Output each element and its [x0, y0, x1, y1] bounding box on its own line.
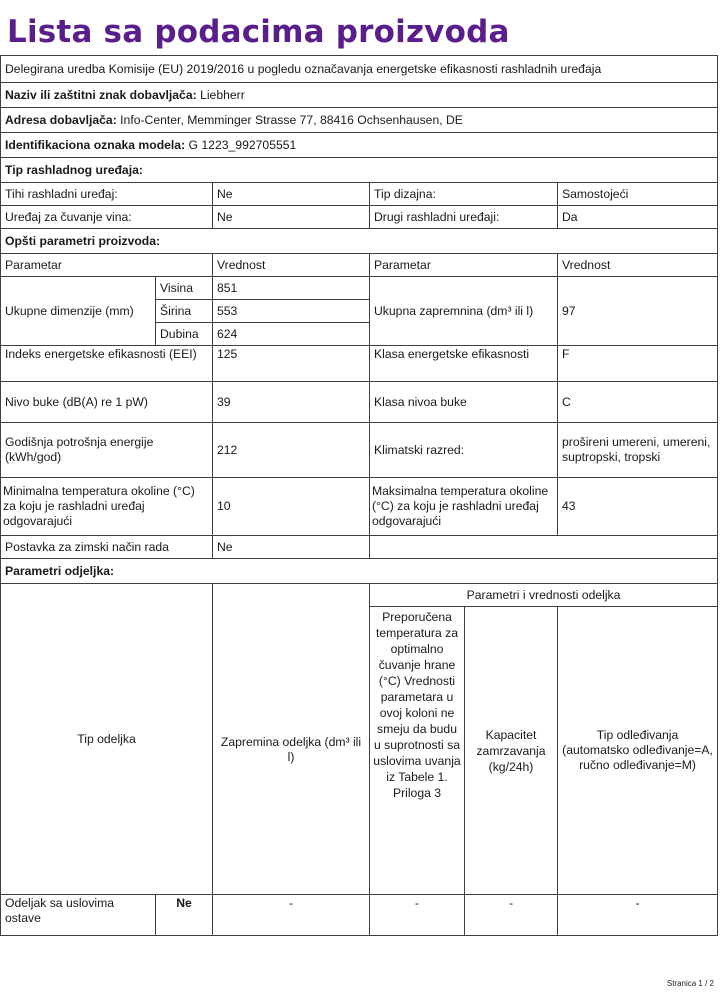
- winter-value: Ne: [213, 536, 370, 559]
- pantry-label: Odeljak sa uslovima ostave: [1, 895, 156, 936]
- dimensions-label: Ukupne dimenzije (mm): [1, 277, 156, 346]
- type-heading: Tip rashladnog uređaja:: [1, 158, 718, 183]
- type-row-2: [1, 206, 718, 229]
- page-number: Stranica 1 / 2: [666, 979, 714, 988]
- dim-height-label: Visina: [156, 277, 213, 300]
- silent-label: Tihi rashladni uređaj:: [1, 183, 213, 206]
- eei-label: Indeks energetske efikasnosti (EEI): [1, 346, 213, 382]
- pantry-present: Ne: [156, 895, 213, 936]
- dim-width-label: Širina: [156, 300, 213, 323]
- energy-row: [1, 423, 718, 478]
- volume-label: Ukupna zapremnina (dm³ ili l): [370, 277, 558, 346]
- efficiency-class-value: F: [558, 346, 718, 382]
- general-header-row: [1, 254, 718, 277]
- other-value: Da: [558, 206, 718, 229]
- noise-value: 39: [213, 382, 370, 423]
- supplier-value: Liebherr: [196, 87, 245, 102]
- type-row-1: [1, 183, 718, 206]
- design-value: Samostojeći: [558, 183, 718, 206]
- model-row: [1, 133, 718, 158]
- col-value-1: Vrednost: [213, 254, 370, 277]
- page-title: Lista sa podacima proizvoda: [7, 14, 510, 50]
- compartments-group-row: [1, 584, 718, 607]
- pantry-inner-values: [370, 895, 558, 936]
- noise-class-value: C: [558, 382, 718, 423]
- climate-value: prošireni umereni, umereni, suptropski, tropski: [558, 423, 718, 478]
- pantry-volume: -: [213, 895, 370, 936]
- compartment-group-header: Parametri i vrednosti odeljka: [370, 584, 718, 607]
- design-label: Tip dizajna:: [370, 183, 558, 206]
- compartments-heading: Parametri odjeljka:: [1, 559, 718, 584]
- address-label: Adresa dobavljača:: [5, 112, 117, 127]
- winter-empty: [370, 536, 718, 559]
- address-row: [1, 108, 718, 133]
- col-compartment-type: Tip odeljka: [1, 584, 213, 895]
- type-heading-row: [1, 158, 718, 183]
- compartments-heading-row: [1, 559, 718, 584]
- general-heading-row: [1, 229, 718, 254]
- other-label: Drugi rashladni uređaji:: [370, 206, 558, 229]
- product-data-table: [0, 55, 718, 936]
- wine-label: Uređaj za čuvanje vina:: [1, 206, 213, 229]
- col-defrost-type: Tip odleđivanja (automatsko odleđivanje=A, ručno odleđivanje=M): [558, 607, 718, 895]
- supplier-label: Naziv ili zaštitni znak dobavljača:: [5, 87, 197, 102]
- col-freezing-capacity: Kapacitet zamrzavanja (kg/24h): [476, 727, 546, 774]
- energy-value: 212: [213, 423, 370, 478]
- group-spacer: [213, 584, 370, 607]
- eei-value: 125: [213, 346, 370, 382]
- dim-depth-label: Dubina: [156, 323, 213, 346]
- compartment-row: [1, 895, 718, 936]
- col-recommended-temp: Preporučena temperatura za optimalno čuvanje hrane (°C) Vrednosti parametara u ovoj koloni ne smeju da budu u suprotnosti sa uslovima uvanja iz Tabele 1. Priloga 3: [370, 607, 465, 894]
- col-param-1: Parametar: [1, 254, 213, 277]
- supplier-row: [1, 83, 718, 108]
- regulation-subtitle: Delegirana uredba Komisije (EU) 2019/2016 u pogledu označavanja energetske efikasnosti rashladnih uređaja: [1, 56, 718, 83]
- address-value: Info-Center, Memminger Strasse 77, 88416 Ochsenhausen, DE: [116, 112, 463, 127]
- noise-row: [1, 382, 718, 423]
- volume-value: 97: [558, 277, 718, 346]
- pantry-freeze: -: [508, 896, 514, 910]
- model-label: Identifikaciona oznaka modela:: [5, 137, 186, 152]
- climate-label: Klimatski razred:: [370, 423, 558, 478]
- wine-value: Ne: [213, 206, 370, 229]
- winter-row: [1, 536, 718, 559]
- compartment-inner-headers: [370, 607, 558, 895]
- dim-width-value: 553: [213, 300, 370, 323]
- col-compartment-volume: Zapremina odeljka (dm³ ili l): [213, 607, 370, 895]
- general-heading: Opšti parametri proizvoda:: [1, 229, 718, 254]
- eei-row: [1, 346, 718, 382]
- energy-label: Godišnja potrošnja energije (kWh/god): [1, 423, 213, 478]
- min-temp-label: Minimalna temperatura okoline (°C) za koju je rashladni uređaj odgovarajući: [1, 478, 213, 536]
- max-temp-label: Maksimalna temperatura okoline (°C) za koju je rashladni uređaj odgovarajući: [370, 478, 558, 536]
- subtitle-row: [1, 56, 718, 83]
- noise-class-label: Klasa nivoa buke: [370, 382, 558, 423]
- pantry-defrost: -: [558, 895, 718, 936]
- col-param-2: Parametar: [370, 254, 558, 277]
- min-temp-value: 10: [213, 478, 370, 536]
- silent-value: Ne: [213, 183, 370, 206]
- winter-label: Postavka za zimski način rada: [1, 536, 213, 559]
- pantry-temp: -: [370, 895, 465, 935]
- temperature-row: [1, 478, 718, 536]
- dimension-row-height: [1, 277, 718, 300]
- efficiency-class-label: Klasa energetske efikasnosti: [370, 346, 558, 382]
- model-value: G 1223_992705551: [185, 137, 297, 152]
- col-value-2: Vrednost: [558, 254, 718, 277]
- max-temp-value: 43: [558, 478, 718, 536]
- dim-depth-value: 624: [213, 323, 370, 346]
- dim-height-value: 851: [213, 277, 370, 300]
- noise-label: Nivo buke (dB(A) re 1 pW): [1, 382, 213, 423]
